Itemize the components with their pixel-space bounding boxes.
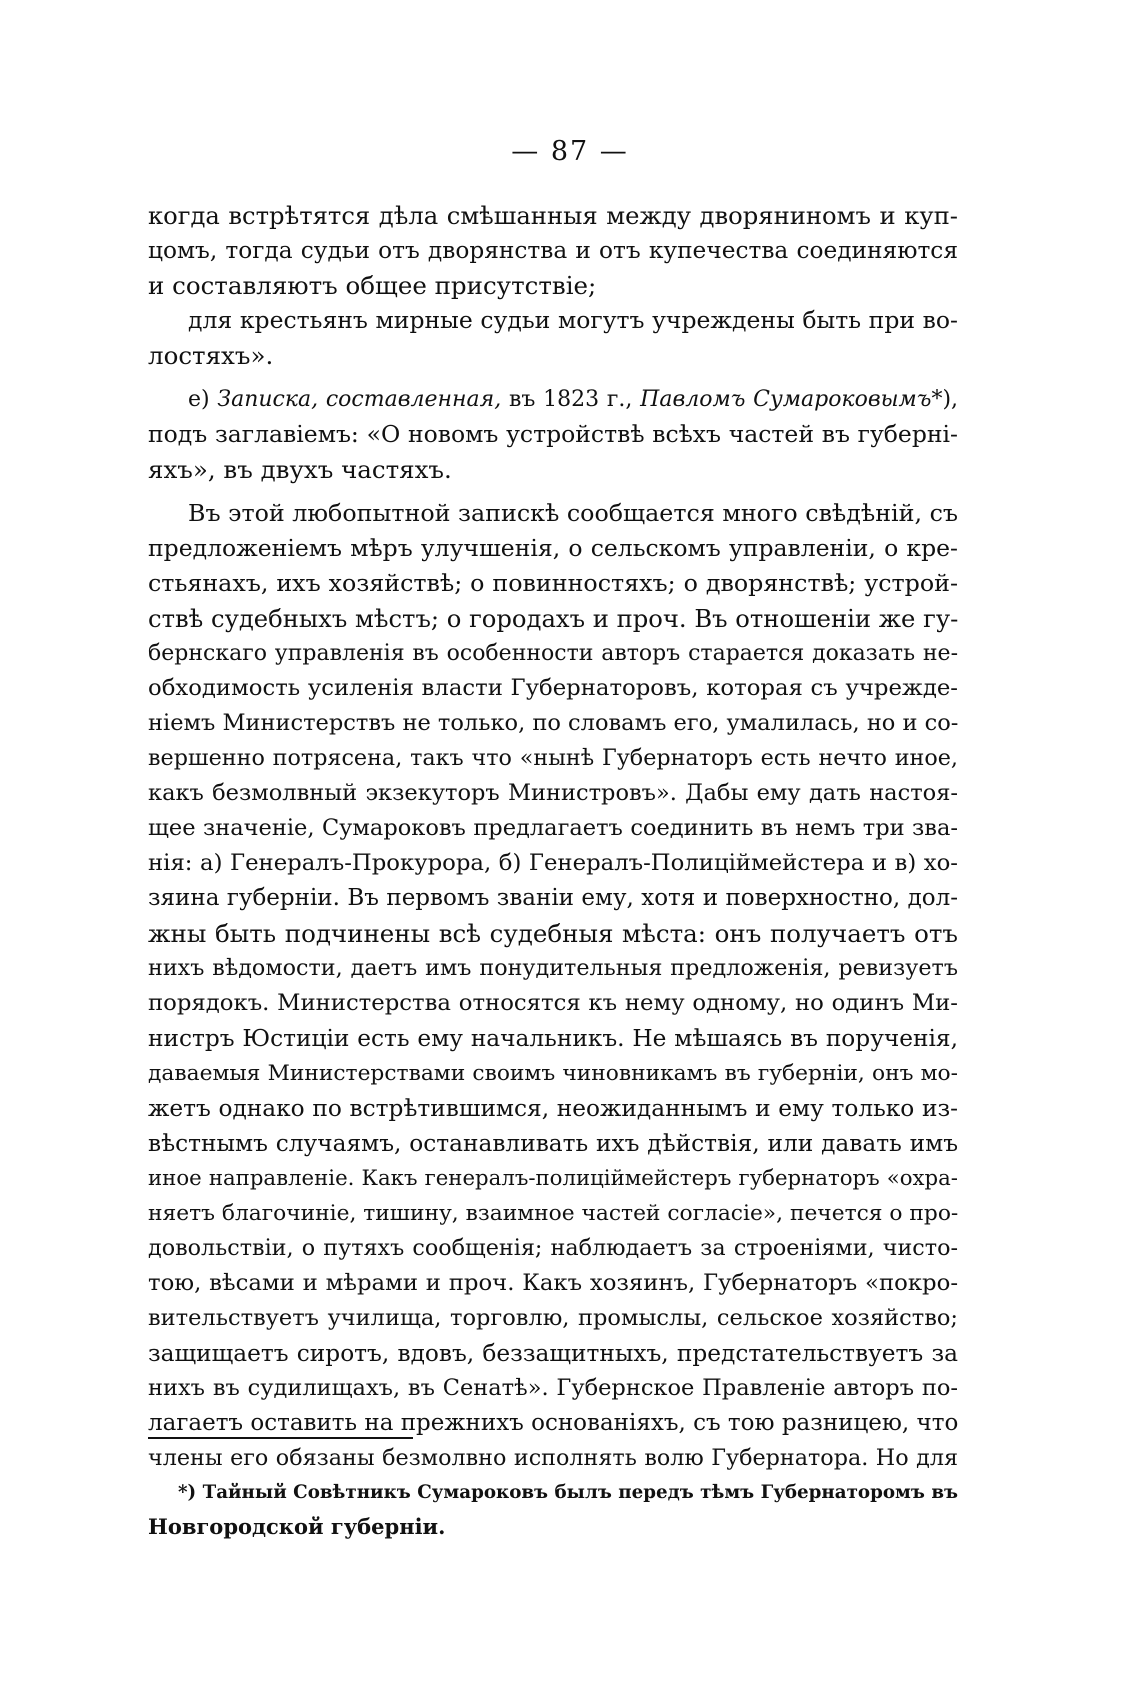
text-line: вительствуетъ училища, торговлю, промыслы, сельское хозяйство; [148,1305,958,1331]
text-line: цомъ, тогда судьи отъ дворянства и отъ купечества соединяются [148,237,958,264]
item-author: Павломъ Сумароковымъ [640,387,932,412]
text-line: порядокъ. Министерства относятся къ нему одному, но одинъ Ми- [148,990,958,1016]
body-text [148,198,958,1476]
text-line: ніемъ Министерствъ не только, по словамъ его, умалилась, но и со- [148,710,959,736]
text-line: нихъ въ судилищахъ, въ Сенатѣ». Губернское Правленіе авторъ по- [148,1375,958,1401]
text-line: и составляютъ общее присутствіе; [148,271,597,300]
text-line: стьянахъ, ихъ хозяйствѣ; о повинностяхъ; о дворянствѣ; устрой- [148,569,958,597]
text-line: для крестьянъ мирные судьи могутъ учреждены быть при во- [188,306,958,334]
text-line: жетъ однако по встрѣтившимся, неожиданнымъ и ему только из- [148,1095,958,1122]
footnote-line: Новгородской губерніи. [148,1514,446,1539]
text-line: какъ безмолвный экзекуторъ Министровъ». Дабы ему дать настоя- [148,780,958,806]
text-line: яхъ», въ двухъ частяхъ. [148,455,452,484]
text-line: лостяхъ». [148,341,274,370]
text-line: иное направленіе. Какъ генералъ-полицiймейстеръ губернаторъ «охра- [148,1166,958,1191]
text-line: члены его обязаны безмолвно исполнять волю Губернатора. Но для [148,1445,958,1471]
text-line: даваемыя Министерствами своимъ чиновникамъ въ губерніи, онъ мо- [148,1061,958,1086]
text-line: когда встрѣтятся дѣла смѣшанныя между дворяниномъ и куп- [148,201,958,230]
text-line: жны быть подчинены всѣ судебныя мѣста: онъ получаетъ отъ [148,919,958,948]
text-line: вѣстнымъ случаямъ, останавливать ихъ дѣйствія, или давать имъ [148,1130,958,1157]
text-line: подъ заглавіемъ: «О новомъ устройствѣ всѣхъ частей въ губерні- [148,420,958,448]
footnote-line: *) Тайный Совѣтникъ Сумароковъ былъ передъ тѣмъ Губернаторомъ въ [178,1482,958,1503]
text-line: нія: а) Генералъ-Прокурора, б) Генералъ-Полицiймейстера и в) хо- [148,850,958,876]
footnote [148,1476,958,1544]
text-line: вершенно потрясена, такъ что «нынѣ Губернаторъ есть нечто иное, [148,745,958,771]
page-number: — 87 — [511,136,629,167]
text-line: щее значеніе, Сумароковъ предлагаетъ соединить въ немъ три зва- [148,815,958,841]
text-line: бернскаго управленія въ особенности авторъ старается доказать не- [148,641,958,666]
text-line: защищаетъ сиротъ, вдовъ, беззащитныхъ, предстательствуетъ за [148,1340,958,1367]
text-line: нистръ Юстиціи есть ему начальникъ. Не мѣшаясь въ порученія, [148,1025,958,1052]
text-line: зяина губерніи. Въ первомъ званіи ему, хотя и поверхностно, дол- [148,885,958,911]
text-line: тою, вѣсами и мѣрами и проч. Какъ хозяинъ, Губернаторъ «покро- [148,1270,958,1296]
text-line: няетъ благочиніе, тишину, взаимное частей согласіе», печется о про- [148,1201,959,1226]
text-line: Въ этой любопытной запискѣ сообщается много свѣдѣній, съ [188,499,958,527]
text-line: ствѣ судебныхъ мѣстъ; о городахъ и проч. Въ отношеніи же гу- [148,604,959,633]
text-line: довольствіи, о путяхъ сообщенія; наблюдаетъ за строеніями, чисто- [148,1235,958,1261]
item-title: Записка, составленная, [217,387,502,412]
text-line: предложеніемъ мѣръ улучшенія, о сельскомъ управленіи, о кре- [148,534,958,562]
text-line: обходимость усиленія власти Губернаторовъ, которая съ учрежде- [148,675,958,701]
item-year: въ 1823 г., [508,387,633,412]
text-line: нихъ вѣдомости, даетъ имъ понудительныя предложенія, ревизуетъ [148,955,958,981]
footnote-divider [148,1437,413,1439]
footnote-mark: *), [931,387,959,412]
text-line: лагаетъ оставить на прежнихъ основаніяхъ, съ тою разницею, что [148,1410,959,1436]
item-marker: е) [188,387,210,412]
item-e-heading [148,382,958,417]
